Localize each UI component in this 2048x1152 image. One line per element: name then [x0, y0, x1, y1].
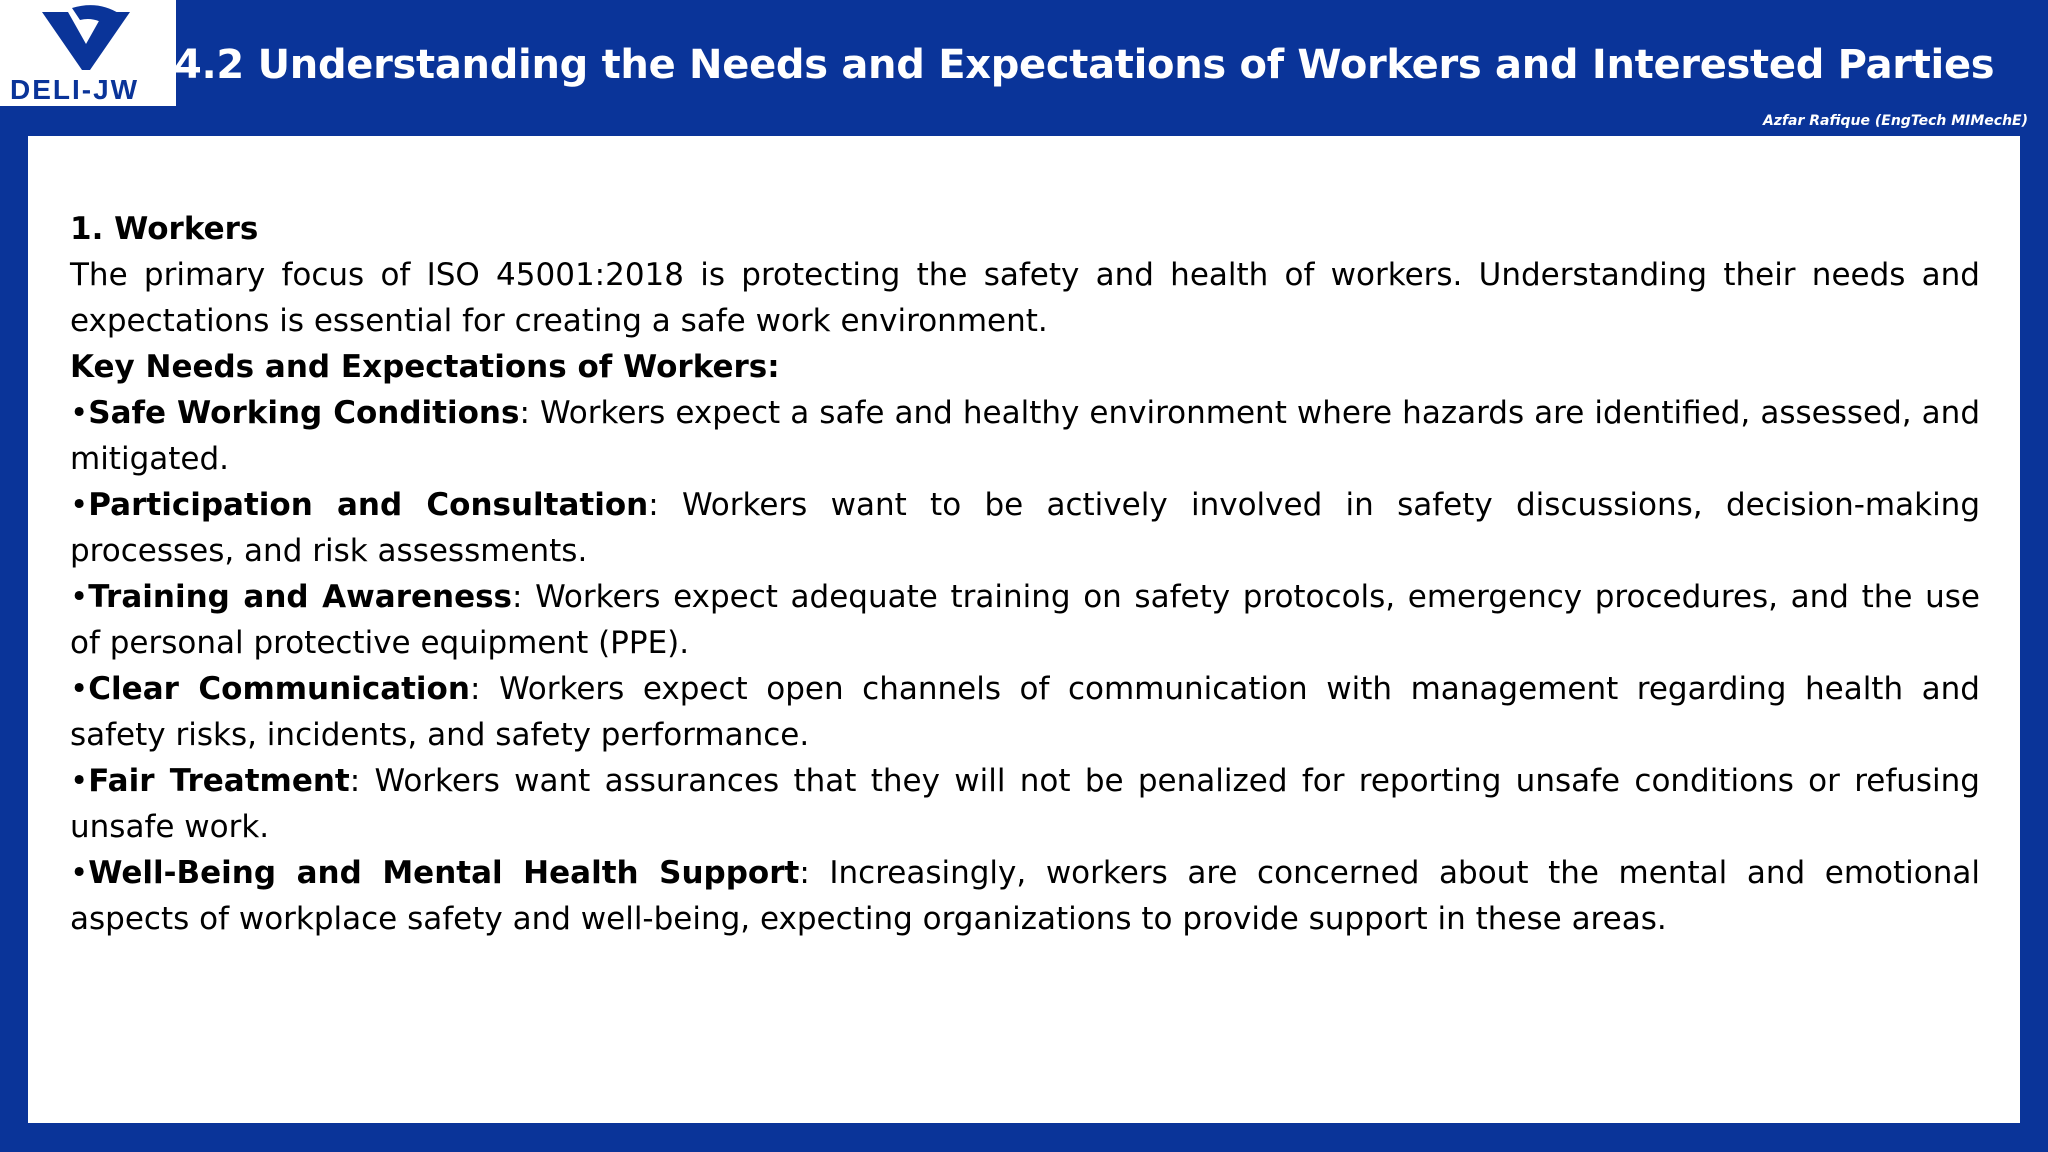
bullet-term: Clear Communication	[88, 671, 470, 707]
bullet-text: : Workers expect a safe and healthy environment where hazards are identified, assessed, and mitigated.	[70, 395, 1980, 477]
content-panel	[28, 136, 2020, 1123]
bullet-text: : Workers expect open channels of communication with management regarding health and safety risks, incidents, and safety performance.	[70, 671, 1980, 753]
bullet-term: Training and Awareness	[88, 579, 513, 615]
intro-paragraph: The primary focus of ISO 45001:2018 is protecting the safety and health of workers. Understanding their needs and expectations is essential for creating a safe work environment.	[70, 257, 1980, 339]
bullet-item: •Clear Communication: Workers expect open channels of communication with management regarding health and safety risks, incidents, and safety performance.	[70, 671, 1980, 753]
bullet-text: : Workers want to be actively involved in safety discussions, decision-making processes, and risk assessments.	[70, 487, 1981, 569]
bullet-text: : Workers expect adequate training on safety protocols, emergency procedures, and the use of personal protective equipment (PPE).	[70, 579, 1980, 661]
bullet-term: Safe Working Conditions	[88, 395, 520, 431]
bullet-item: •Participation and Consultation: Workers want to be actively involved in safety discussions, decision-making processes, and risk assessments.	[70, 487, 1981, 569]
logo	[0, 0, 176, 106]
bullet-term: Fair Treatment	[88, 763, 350, 799]
bullet-term: Participation and Consultation	[88, 487, 649, 523]
author-credit: Azfar Rafique (EngTech MIMechE)	[1762, 113, 2028, 129]
logo-text: DELI-JW	[10, 74, 140, 105]
page-title: 4.2 Understanding the Needs and Expectations of Workers and Interested Parties	[174, 42, 1995, 88]
logo-mark-icon	[38, 4, 134, 74]
bullet-item: •Well-Being and Mental Health Support: Increasingly, workers are concerned about the mental and emotional aspects of workplace safety and well-being, expecting organizations to provide support in these areas.	[70, 855, 1980, 937]
section-heading: 1. Workers	[70, 211, 259, 247]
bullet-item: •Fair Treatment: Workers want assurances that they will not be penalized for reporting unsafe conditions or refusing unsafe work.	[70, 763, 1980, 845]
bullet-text: : Increasingly, workers are concerned about the mental and emotional aspects of workplace safety and well-being, expecting organizations to provide support in these areas.	[70, 855, 1980, 937]
subheading: Key Needs and Expectations of Workers:	[70, 349, 780, 385]
bullet-item: •Safe Working Conditions: Workers expect a safe and healthy environment where hazards are identified, assessed, and mitigated.	[70, 395, 1980, 477]
bullet-text: : Workers want assurances that they will not be penalized for reporting unsafe conditions or refusing unsafe work.	[70, 763, 1980, 845]
bullet-item: •Training and Awareness: Workers expect adequate training on safety protocols, emergency procedures, and the use of personal protective equipment (PPE).	[70, 579, 1980, 661]
bullet-term: Well-Being and Mental Health Support	[88, 855, 800, 891]
content-body	[70, 206, 1980, 942]
